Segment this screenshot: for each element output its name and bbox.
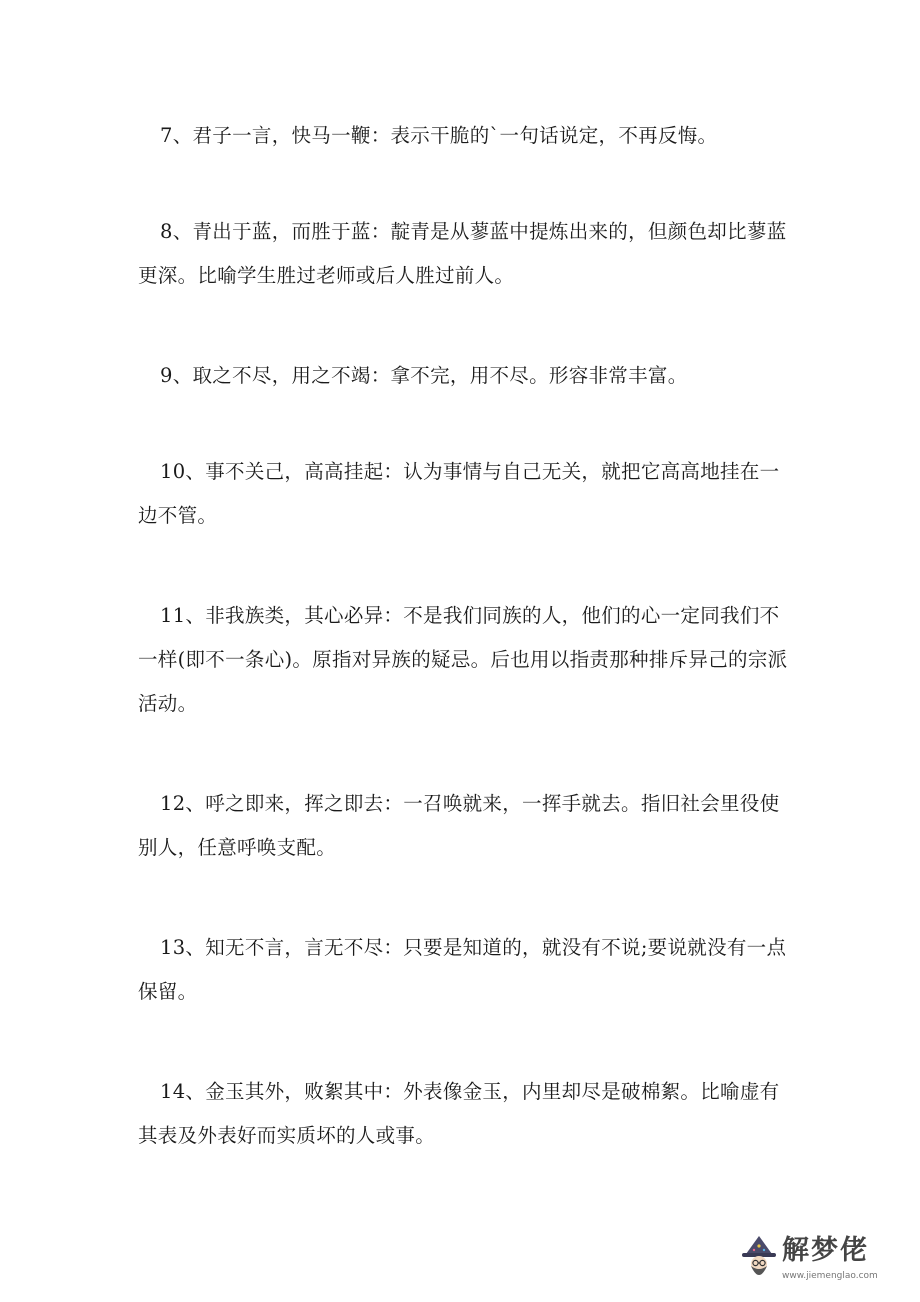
wizard-logo-icon <box>738 1234 780 1284</box>
idiom-entry-10: 10、事不关己，高高挂起：认为事情与自己无关，就把它高高地挂在一边不管。 <box>138 460 780 527</box>
idiom-entry-7: 7、君子一言，快马一鞭：表示干脆的`一句话说定，不再反悔。 <box>160 124 718 147</box>
watermark-title: 解梦佬 <box>782 1235 869 1266</box>
idiom-entry-13: 13、知无不言，言无不尽：只要是知道的，就没有不说;要说就没有一点保留。 <box>138 936 787 1003</box>
idiom-entry-9: 9、取之不尽，用之不竭：拿不完，用不尽。形容非常丰富。 <box>160 364 688 387</box>
watermark-url: www.jiemenglao.com <box>782 1271 878 1281</box>
idiom-entry-8: 8、青出于蓝，而胜于蓝：靛青是从蓼蓝中提炼出来的，但颜色却比蓼蓝更深。比喻学生胜过老师或后人胜过前人。 <box>138 220 787 287</box>
idiom-entry-12: 12、呼之即来，挥之即去：一召唤就来，一挥手就去。指旧社会里役使别人，任意呼唤支配。 <box>138 792 780 859</box>
idiom-entry-14: 14、金玉其外，败絮其中：外表像金玉，内里却尽是破棉絮。比喻虚有其表及外表好而实质坏的人或事。 <box>138 1080 780 1147</box>
site-watermark <box>738 1232 906 1294</box>
idiom-entry-11: 11、非我族类，其心必异：不是我们同族的人，他们的心一定同我们不一样(即不一条心)。原指对异族的疑忌。后也用以指责那种排斥异己的宗派活动。 <box>138 604 788 715</box>
